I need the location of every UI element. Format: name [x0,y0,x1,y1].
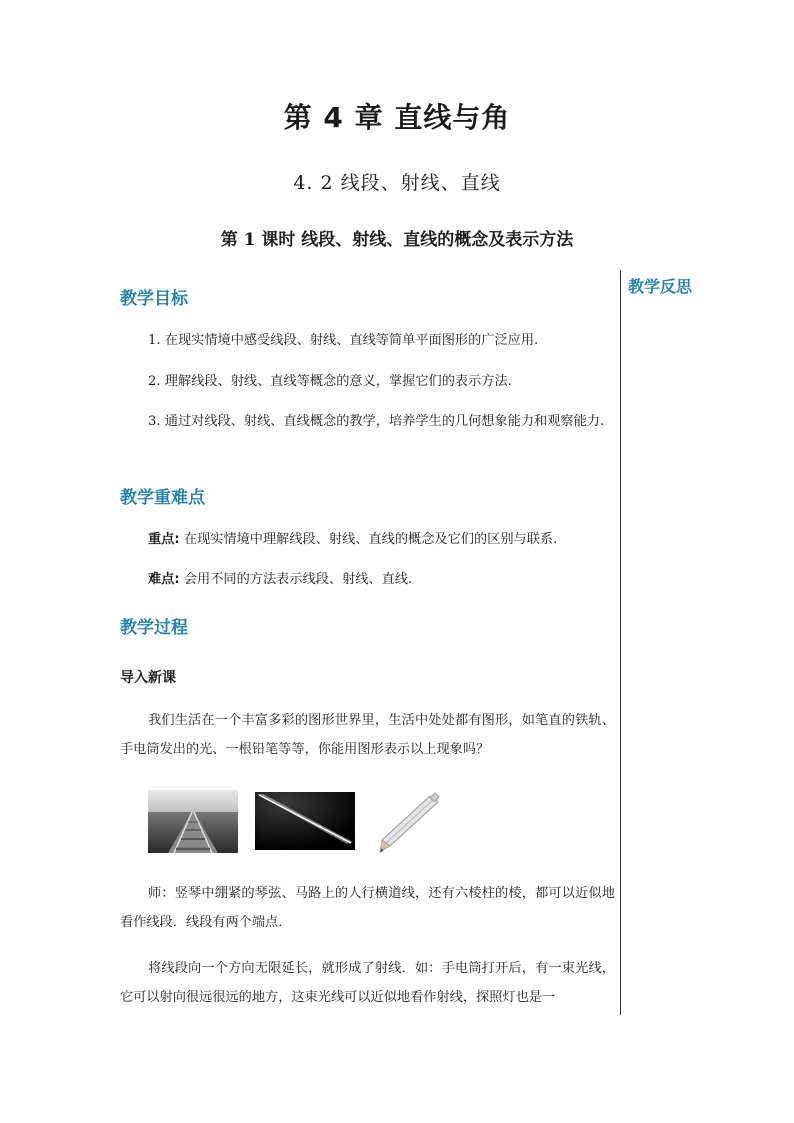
difficulty-text: 会用不同的方法表示线段、射线、直线. [179,572,413,587]
reflection-column-divider [620,270,621,1015]
teacher-paragraph: 师：竖琴中绷紧的琴弦、马路上的人行横道线，还有六棱柱的棱，都可以近似地看作线段．线段有两个端点． [120,886,615,930]
lesson-title: 第 1 课时 线段、射线、直线的概念及表示方法 [220,230,574,250]
light-beam-graphic [255,792,355,850]
reflection-heading: 教学反思 [628,277,693,296]
process-heading: 教学过程 [120,618,188,638]
focus-label: 重点: [148,532,180,547]
light-beam-photo [255,792,355,850]
objectives-heading: 教学目标 [120,289,188,309]
difficulty-point [120,565,615,594]
intro-paragraph: 我们生活在一个丰富多彩的图形世界里，生活中处处都有图形，如笔直的铁轨、手电筒发出的光、一根铅笔等等，你能用图形表示以上现象吗？ [120,713,615,757]
focus-point [120,525,615,554]
difficulty-label: 难点: [148,572,180,587]
chapter-title: 第 4 章 直线与角 [283,101,511,134]
focus-text: 在现实情境中理解线段、射线、直线的概念及它们的区别与联系. [179,532,558,547]
section-title: 4. 2 线段、射线、直线 [293,172,501,194]
objective-item-1: 1. 在现实情境中感受线段、射线、直线等简单平面图形的广泛应用. [148,333,539,348]
intro-heading: 导入新课 [120,670,176,686]
objective-item-2: 2. 理解线段、射线、直线等概念的意义，掌握它们的表示方法. [148,374,512,389]
railway-photo [148,790,238,853]
railway-photo-graphic [148,790,238,853]
pencil-graphic [372,790,444,855]
key-points-heading: 教学重难点 [120,488,205,508]
ray-paragraph: 将线段向一个方向无限延长，就形成了射线．如：手电筒打开后，有一束光线，它可以射向很远很远的地方，这束光线可以近似地看作射线，探照灯也是一 [120,961,615,1005]
pencil-photo [372,790,444,855]
objective-item-3: 3. 通过对线段、射线、直线概念的教学，培养学生的几何想象能力和观察能力. [148,414,605,429]
